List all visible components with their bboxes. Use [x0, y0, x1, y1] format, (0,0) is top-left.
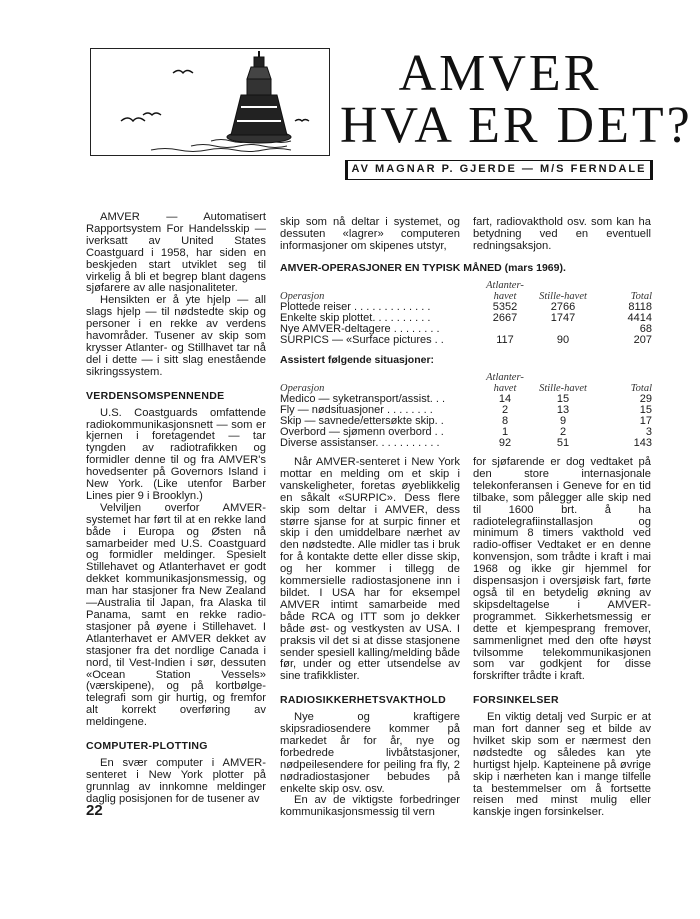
operations-table [280, 280, 652, 346]
statistics-table [280, 262, 652, 449]
paragraph: Når AMVER-senteret i New York mottar en melding om et skip i vanskeligheter, foretas øyeblikkelig en såkalt «SURPIC». Dess flere skip som deltar i AMVER, dess større sjanse for at surpic finner et skip i den umiddelbare nærhet av den nødstedte. Alle midler tas i bruk for å kontakte dette eller disse skip, og her kommer i tillegg de kommersielle radiostasjonene inn i bildet. I USA har for eksempel AMVER intimt samarbeide med både RCA og ITT som jo dekker både øst- og vestkysten av USA. I praksis vil det si at disse stasjonene sender spesiell kalling/melding både før, under og etter utsendelse av sine trafikklister. [280, 456, 460, 683]
table-header-row [280, 280, 652, 302]
table-title: AMVER-OPERASJONER EN TYPISK MÅNED (mars 1969). [280, 262, 566, 274]
paragraph: for sjøfarende er dog vedtaket på den store internasjonale telekonferansen i Geneve for en tid tilbake, som pålegger alle skip ned til 1600 brt. å ha radiotelegrafiinstallasjon og minimum 8 timers vakthold ved radio-offiser Vedtaket er en denne konvensjon, som trådte i kraft i mai 1968 og ikke gir hjemmel for dispensasjon i oversjøisk fart, førte også til en betydelig økning av skipsdeltagelse i AMVER-programmet. Sikkerhetsmessig er dette et kjempesprang fremover, sammenlignet med den ofte høyst tvilsomme telekommunikasjonen som var godkjent for disse forskrifter trådte i kraft. [473, 456, 651, 683]
paragraph: Hensikten er å yte hjelp — all slags hjelp — til nødstedte skip og personer i en rekke av verdens havområder. Tusener av skip som krysser Atlanter- og Stillhavet tar nå del i dette — i sitt slag enestående sikringssystem. [86, 294, 266, 378]
paragraph: En viktig detalj ved Surpic er at man fort danner seg et bilde av hvilket skip som er nærmest den nødstedte og således kan yte hurtigst hjelp. Kapteinene på øvrige skip i nærheten kan i mange tilfelle ta bestemmelser om å fortsette reisen med minst mulig eller kanskje ingen forsinkelser. [473, 711, 651, 819]
row-label: Nye AMVER-deltagere . . . . . . . . [280, 323, 440, 335]
row-label: Overbord — sjømenn overbord . . [280, 426, 444, 438]
cell-total: 4414 [627, 312, 652, 324]
header-cell: Total [630, 383, 652, 394]
header-cell: Atlanter-havet [486, 280, 524, 302]
header-cell: Atlanter-havet [486, 372, 524, 394]
title-line-1: AMVER [398, 45, 602, 102]
section-heading: FORSINKELSER [473, 694, 559, 707]
row-label: Enkelte skip plottet. . . . . . . . . . [280, 312, 431, 324]
page-number: 22 [86, 802, 103, 819]
cell-total: 3 [645, 426, 652, 438]
cell-pacific: 2 [559, 426, 567, 438]
paragraph: En svær computer i AMVER-senteret i New York plotter på grunnlag av innkomne meldinger daglig posisjonen for de tusener av [86, 756, 266, 805]
cell-pacific: 2766 [550, 301, 576, 313]
cell-total: 29 [639, 393, 652, 405]
row-label: SURPICS — «Surface pictures . . [280, 334, 444, 346]
paragraph: Velviljen overfor AMVER-systemet har ført til at en rekke land både i Europa og Østen nå samarbeider med U.S. Coastguard og formidler meldinger. Spesielt Stillehavet og Atlanterhavet er godt dekket kommunikasjonsmessig, og man har stasjoner fra New Zealand—Australia til Japan, fra Alaska til Panama, samt en rekke radio-stasjoner på øyene i Stillehavet. I Atlanterhavet er AMVER dekket av stasjoner fra det nordlige Canada i nord, til Vest-Indien i sør, dessuten «Ocean Station Vessels» (værskipene), og på kortbølge-telegrafi som gir hurtig, og fremfor alt korrekt overføring av meldingene. [86, 501, 266, 729]
cell-pacific: 15 [556, 393, 570, 405]
section-heading: RADIOSIKKERHETSVAKTHOLD [280, 694, 446, 707]
header-cell: Stille-havet [539, 291, 587, 302]
column-3-top [473, 217, 651, 253]
cell-atlantic: 1 [501, 426, 509, 438]
title-line-2: HVA ER DET? [340, 97, 693, 154]
header-cell: Operasjon [280, 383, 325, 394]
header-cell: Total [630, 291, 652, 302]
row-label: Medico — syketransport/assist. . . [280, 393, 446, 405]
row-label: Diverse assistanser. . . . . . . . . . . [280, 437, 440, 449]
table-row [280, 335, 652, 346]
assistance-table [280, 372, 652, 449]
cell-pacific: 13 [556, 404, 570, 416]
buoy-with-seagulls-icon [91, 49, 329, 155]
cell-pacific: 9 [559, 415, 567, 427]
cell-total: 68 [639, 323, 652, 335]
row-label: Fly — nødsituasjoner . . . . . . . . [280, 404, 433, 416]
section-heading: COMPUTER-PLOTTING [86, 740, 208, 753]
cell-total: 17 [639, 415, 652, 427]
section-heading: VERDENSOMSPENNENDE [86, 389, 225, 402]
paragraph: skip som nå deltar i systemet, og dessuten «lagrer» computeren informasjoner om skipenes utstyr, [280, 216, 460, 252]
paragraph: Nye og kraftigere skipsradiosendere kommer på markedet år for år, nye og forbedrede livbåtstasjoner, nødpeilesendere for peiling fra fly, 2 nødradiostasjoner bebudes på enkelte skip osv. osv. [280, 711, 460, 795]
cell-pacific: 1747 [550, 312, 576, 324]
cell-atlantic: 92 [498, 437, 512, 449]
page-title [340, 45, 693, 154]
column-2-top [280, 217, 460, 253]
column-2-bottom [280, 457, 460, 819]
cell-atlantic: 2667 [492, 312, 518, 324]
cell-pacific: 51 [556, 437, 570, 449]
cell-atlantic: 2 [501, 404, 509, 416]
cell-total: 8118 [628, 301, 652, 313]
cell-total: 15 [639, 404, 652, 416]
cell-atlantic: 5352 [492, 301, 518, 313]
cell-atlantic: 8 [501, 415, 509, 427]
row-label: Plottede reiser . . . . . . . . . . . . . [280, 301, 431, 313]
paragraph: U.S. Coastguards omfattende radiokommunikasjonsnett — som er kjernen i foretagendet — tar tyngden av radiotrafikken og formidler denne til og fra AMVER's hovedsenter på Governors Island i New York. (Like utenfor Barber Lines pier 9 i Brooklyn.) [86, 406, 266, 502]
buoy-illustration [90, 48, 330, 156]
paragraph: En av de viktigste forbedringer kommunikasjonsmessig til vern [280, 794, 460, 819]
table-subtitle: Assistert følgende situasjoner: [280, 354, 435, 366]
table-row [280, 438, 652, 449]
column-3-bottom [473, 457, 651, 819]
header-cell: Stille-havet [539, 383, 587, 394]
cell-total: 207 [633, 334, 652, 346]
paragraph: fart, radiovakthold osv. som kan ha betydning ved en eventuell redningsaksjon. [473, 216, 651, 252]
cell-atlantic: 117 [496, 334, 514, 346]
column-1 [86, 212, 266, 806]
byline: AV MAGNAR P. GJERDE — M/S FERNDALE [345, 160, 653, 180]
cell-atlantic: 14 [498, 393, 512, 405]
table-header-row [280, 372, 652, 394]
cell-total: 143 [633, 437, 652, 449]
header-cell: Operasjon [280, 291, 325, 302]
row-label: Skip — savnede/ettersøkte skip. . [280, 415, 444, 427]
paragraph: AMVER — Automatisert Rapportsystem For Handelsskip — iverksatt av United States Coastguard i 1958, har siden en beskjeden start utviklet seg til virkelig å bli et begrep blant dagens sjøfarere av alle nasjonaliteter. [86, 211, 266, 295]
cell-pacific: 90 [556, 334, 570, 346]
